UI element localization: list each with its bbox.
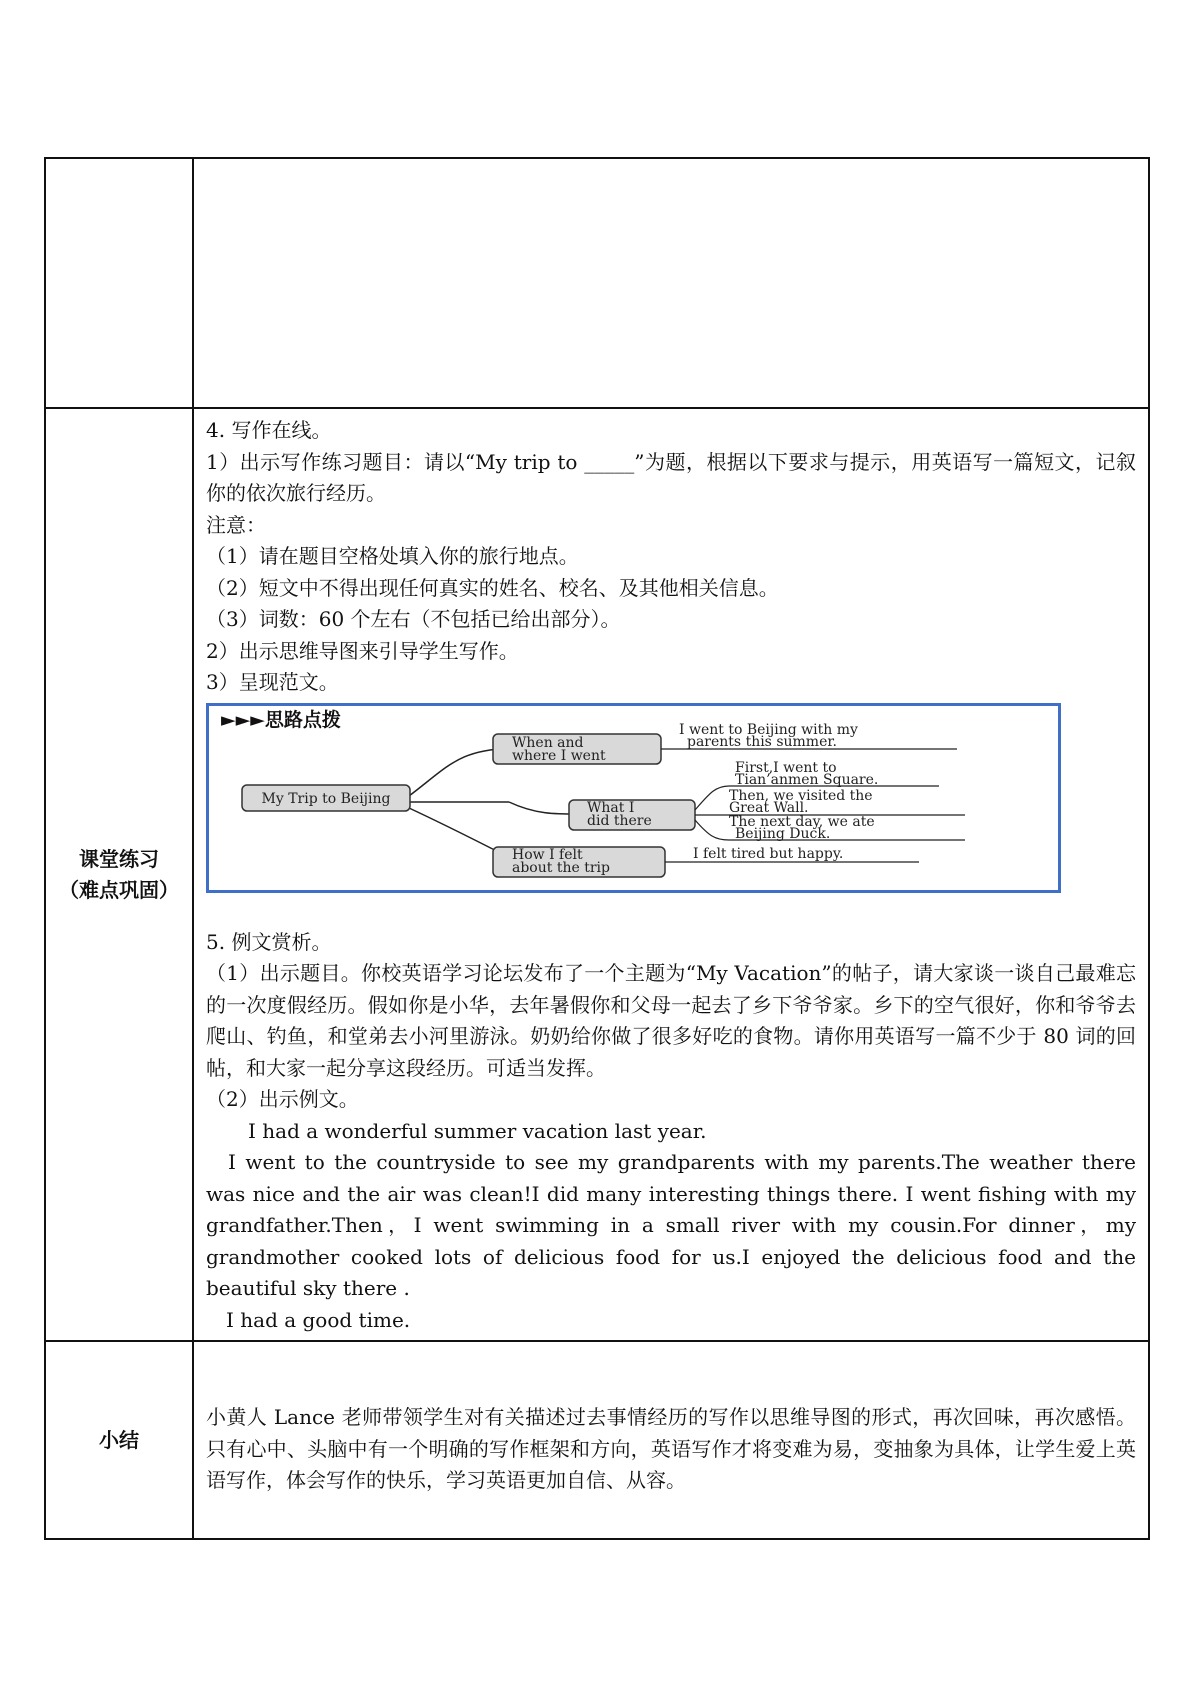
section5-item1: （1）出示题目。你校英语学习论坛发布了一个主题为“My Vacation”的帖子，请大家谈一谈自己最难忘的一次度假经历。假如你是小华，去年暑假你和父母一起去了乡下爷爷家。乡下的空气很好，你和爷爷去爬山、钓鱼，和堂弟去小河里游泳。奶奶给你做了很多好吃的食物。请你用英语写一篇不少于 80 词的回帖，和大家一起分享这段经历。可适当发挥。 <box>206 961 1136 1080</box>
branch1-leaf-line2: parents this summer. <box>687 733 837 750</box>
branch2-leaf1-line1: First,I went to <box>735 759 837 776</box>
summary-label-cell <box>45 1341 193 1539</box>
practice-label-line2: （难点巩固） <box>59 877 179 902</box>
note-1: （1）请在题目空格处填入你的旅行地点。 <box>206 544 579 568</box>
mind-map <box>206 703 1061 893</box>
branch3-label-line2: about the trip <box>512 859 610 876</box>
section4-title: 4. 写作在线。 <box>206 418 332 442</box>
branch1-label-line1: When and <box>512 734 584 751</box>
section4-item1: 1）出示写作练习题目：请以“My trip to _____”为题，根据以下要求与提示，用英语写一篇短文，记叙你的依次旅行经历。 <box>206 449 1136 505</box>
table-row <box>45 1341 1149 1539</box>
note-title: 注意： <box>206 512 266 537</box>
section5-item2: （2）出示例文。 <box>206 1087 359 1111</box>
branch1-leaf-line1: I went to Beijing with my <box>679 721 858 738</box>
summary-text: 小黄人 Lance 老师带领学生对有关描述过去事情经历的写作以思维导图的形式，再次回味，再次感悟。只有心中、头脑中有一个明确的写作框架和方向，英语写作才将变难为易，变抽象为具体，让学生爱上英语写作，体会写作的快乐，学习英语更加自信、从容。 <box>206 1405 1136 1492</box>
branch2-leaf2-line1: Then, we visited the <box>729 787 873 804</box>
row1-label-cell <box>45 158 193 408</box>
branch3-leaf: I felt tired but happy. <box>693 845 844 862</box>
note-2: （2）短文中不得出现任何真实的姓名、校名、及其他相关信息。 <box>206 575 779 600</box>
practice-content-cell <box>193 408 1149 1341</box>
lesson-table <box>44 157 1150 1540</box>
branch2-leaf2-line2: Great Wall. <box>729 799 809 816</box>
table-row <box>45 408 1149 1341</box>
note-3: （3）词数：60 个左右（不包括已给出部分）。 <box>206 607 621 631</box>
section5-title: 5. 例文赏析。 <box>206 929 332 954</box>
branch2-leaf3-line1: The next day, we ate <box>729 813 875 830</box>
summary-label: 小结 <box>99 1427 139 1452</box>
essay-paragraph-1: I had a wonderful summer vacation last year. <box>248 1118 707 1143</box>
essay-paragraph-3: I had a good time. <box>226 1307 411 1332</box>
section4-item3: 3）呈现范文。 <box>206 670 339 694</box>
branch1-label-line2: where I went <box>512 747 606 764</box>
practice-label-cell <box>45 408 193 1341</box>
branch2-label-line2: did there <box>587 812 652 829</box>
branch2-leaf1-line2: Tian’anmen Square. <box>735 771 879 788</box>
essay-paragraph-2: I went to the countryside to see my grandparents with my parents.The weather there was nice and the air was clean!I did many interesting things there. I went fishing with my grandfather.Then，I went swimming in a small river with my cousin.For dinner，my grandmother cooked lots of delicious food for us.I enjoyed the delicious food and the beautiful sky there . <box>206 1150 1136 1300</box>
branch2-leaf3-line2: Beijing Duck. <box>735 825 831 842</box>
row1-content-cell <box>193 158 1149 408</box>
table-row <box>45 158 1149 408</box>
summary-content-cell <box>193 1341 1149 1539</box>
section4-item2: 2）出示思维导图来引导学生写作。 <box>206 638 519 663</box>
branch2-label-line1: What I <box>587 799 635 816</box>
branch3-label-line1: How I felt <box>512 846 583 863</box>
practice-label-line1: 课堂练习 <box>79 846 159 871</box>
center-node-label: My Trip to Beijing <box>261 790 391 807</box>
mind-map-graphic <box>209 706 1058 890</box>
mind-map-header: ►►►思路点拨 <box>221 708 341 731</box>
